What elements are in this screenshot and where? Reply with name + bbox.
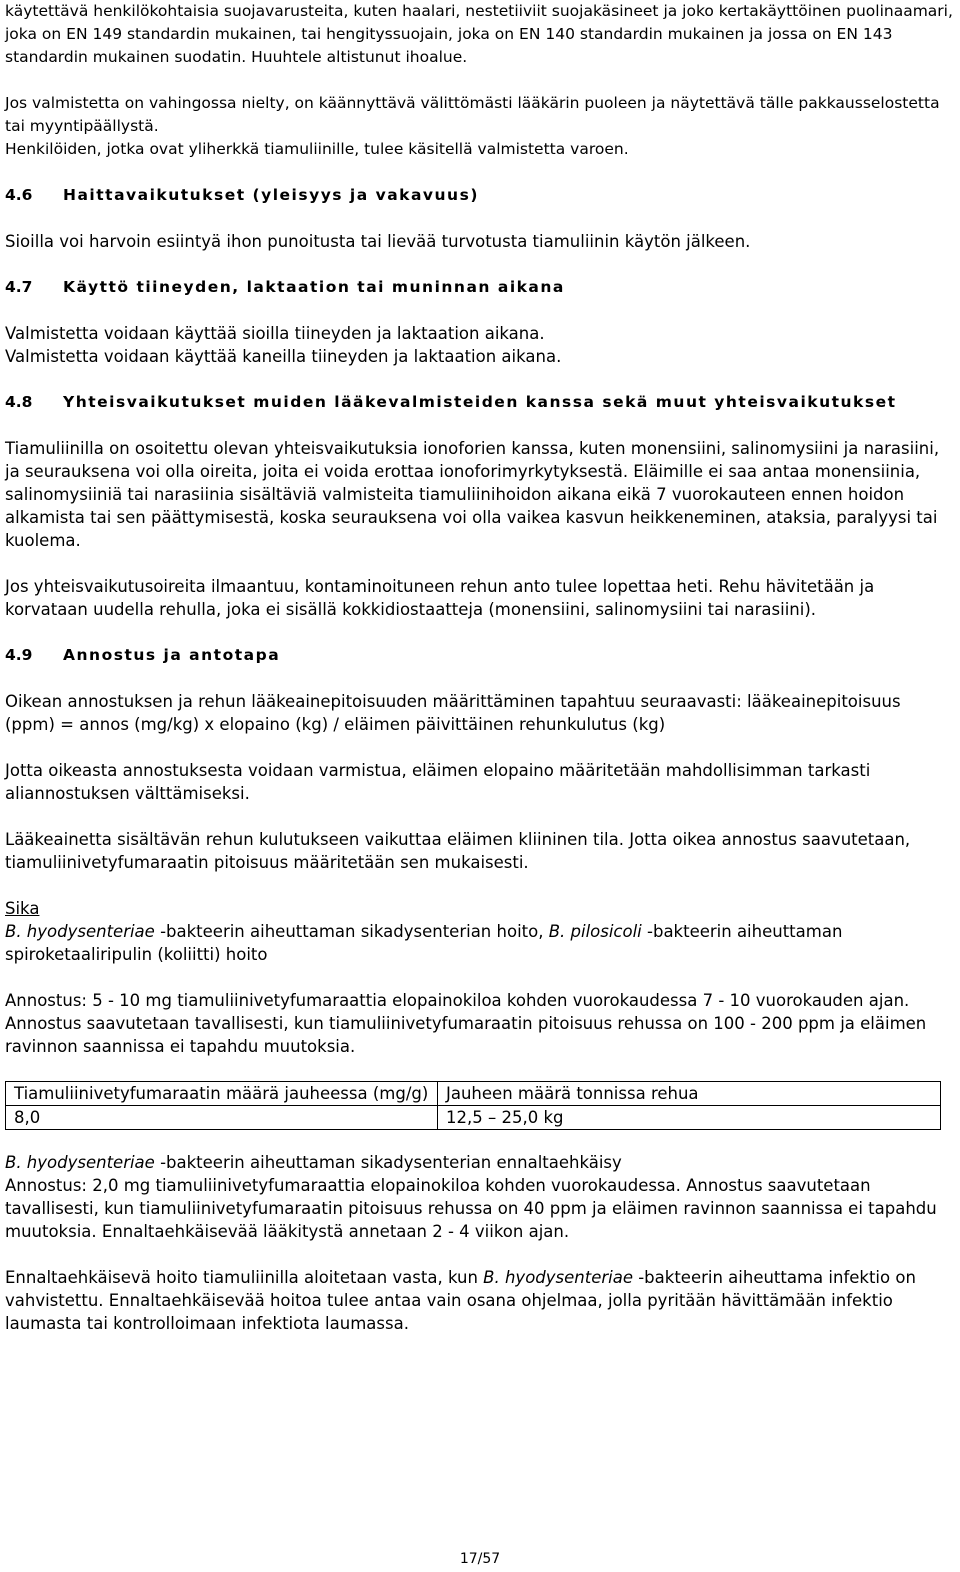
- paragraph-prevention-dosage: Annostus: 2,0 mg tiamuliinivetyfumaraattia elopainokiloa kohden vuorokaudessa. Annostus saavutetaan tavallisesti, kun tiamuliinivetyfumaraatin pitoisuus rehussa on 40 ppm ja eläimen ravinnon saannissa ei tapahdu muutoksia. Ennaltaehkäisevää lääkitystä annetaan 2 - 4 viikon ajan.: [5, 1176, 937, 1241]
- section-heading-4-9: [5, 644, 955, 667]
- section-title: Haittavaikutukset (yleisyys ja vakavuus): [63, 186, 479, 204]
- table-row: [6, 1106, 941, 1130]
- paragraph-text: -bakteerin aiheuttama infektio on vahvistettu. Ennaltaehkäisevää hoitoa tulee antaa vain osana ohjelmaa, jolla pyritään hävittämään infektio laumasta tai kontrolloimaan infektiota laumassa.: [5, 1268, 916, 1333]
- section-number: 4.8: [5, 393, 33, 411]
- paragraph-interactions: Tiamuliinilla on osoitettu olevan yhteisvaikutuksia ionoforien kanssa, kuten monensiini, salinomysiini ja narasiini, ja seurauksena voi olla oireita, joita ei voida erottaa ionoforimyrkytyksestä. Eläimille ei saa antaa monensiinia, salinomysiiniä tai narasiinia sisältäviä valmisteita tiamuliinihoidon aikana eikä 7 vuorokauteen ennen hoidon alkamista tai sen päättymisestä, koska seurauksena voi olla vaikea kasvun heikkeneminen, ataksia, paralyysi tai kuolema.: [5, 439, 940, 550]
- species-name: B. hyodysenteriae: [5, 1153, 155, 1172]
- indication-prevention: [5, 1151, 955, 1174]
- paragraph-pregnancy-rabbits: Valmistetta voidaan käyttää kaneilla tiineyden ja laktaation aikana.: [5, 347, 562, 366]
- indication-text: -bakteerin aiheuttaman spiroketaaliripulin (koliitti) hoito: [5, 922, 843, 964]
- paragraph-interaction-symptoms: Jos yhteisvaikutusoireita ilmaantuu, kontaminoituneen rehun anto tulee lopettaa heti. Rehu hävitetään ja korvataan uudella rehulla, joka ei sisällä kokkidiostaatteja (monensiini, salinomysiini tai narasiini).: [5, 577, 875, 619]
- paragraph-ingestion: Jos valmistetta on vahingossa nielty, on käännyttävä välittömästi lääkärin puoleen ja näytettävä tälle pakkausselostetta tai myyntipäällystä.: [5, 94, 940, 135]
- table-cell: 12,5 – 25,0 kg: [438, 1106, 941, 1130]
- species-name: B. hyodysenteriae: [483, 1268, 633, 1287]
- paragraph-prevention-start: [5, 1266, 955, 1335]
- species-name: B. hyodysenteriae: [5, 922, 155, 941]
- paragraph-pregnancy-pigs: Valmistetta voidaan käyttää sioilla tiineyden ja laktaation aikana.: [5, 324, 545, 343]
- section-title: Yhteisvaikutukset muiden lääkevalmisteiden kanssa sekä muut yhteisvaikutukset: [63, 393, 897, 411]
- section-heading-4-7: [5, 276, 955, 299]
- species-name: B. pilosicoli: [548, 922, 642, 941]
- page-number: 17/57: [459, 1551, 501, 1567]
- paragraph-text: Ennaltaehkäisevä hoito tiamuliinilla aloitetaan vasta, kun: [5, 1268, 484, 1287]
- section-number: 4.6: [5, 186, 33, 204]
- section-heading-4-6: [5, 184, 955, 207]
- paragraph-treatment-dosage: Annostus: 5 - 10 mg tiamuliinivetyfumaraattia elopainokiloa kohden vuorokaudessa 7 - 10 vuorokauden ajan. Annostus saavutetaan tavallisesti, kun tiamuliinivetyfumaraatin pitoisuus rehussa on 100 - 200 ppm ja eläimen ravinnon saannissa ei tapahdu muutoksia.: [5, 991, 927, 1056]
- paragraph-protective-equipment: käytettävä henkilökohtaisia suojavarusteita, kuten haalari, nestetiiviit suojakäsineet ja joko kertakäyttöinen puolinaamari, joka on EN 149 standardin mukainen, tai hengityssuojain, joka on EN 140 standardin mukainen ja jossa on EN 143 standardin mukainen suodatin. Huuhtele altistunut ihoalue.: [5, 2, 953, 66]
- indication-text: -bakteerin aiheuttaman sikadysenterian ennaltaehkäisy: [154, 1153, 622, 1172]
- paragraph-feed-consumption: Lääkeainetta sisältävän rehun kulutukseen vaikuttaa eläimen kliininen tila. Jotta oikea annostus saavutetaan, tiamuliinivetyfumaraatin pitoisuus määritetään sen mukaisesti.: [5, 830, 911, 872]
- paragraph-body-weight: Jotta oikeasta annostuksesta voidaan varmistua, eläimen elopaino määritetään mahdollisimman tarkasti aliannostuksen välttämiseksi.: [5, 761, 871, 803]
- table-header-cell: Tiamuliinivetyfumaraatin määrä jauheessa (mg/g): [6, 1082, 438, 1106]
- section-title: Käyttö tiineyden, laktaation tai muninnan aikana: [63, 278, 565, 296]
- paragraph-hypersensitivity: Henkilöiden, jotka ovat yliherkkä tiamuliinille, tulee käsitellä valmistetta varoen.: [5, 140, 629, 158]
- section-title: Annostus ja antotapa: [63, 646, 281, 664]
- dosage-table: [5, 1081, 941, 1130]
- species-heading-pig: [5, 897, 955, 920]
- section-number: 4.7: [5, 278, 33, 296]
- document-page: [5, 0, 955, 1335]
- paragraph-dosage-formula: Oikean annostuksen ja rehun lääkeainepitoisuuden määrittäminen tapahtuu seuraavasti: lääkeainepitoisuus (ppm) = annos (mg/kg) x elopaino (kg) / eläimen päivittäinen rehunkulutus (kg): [5, 692, 901, 734]
- table-cell: 8,0: [6, 1106, 438, 1130]
- indication-text: -bakteerin aiheuttaman sikadysenterian hoito,: [154, 922, 549, 941]
- paragraph-adverse-reactions: Sioilla voi harvoin esiintyä ihon punoitusta tai lievää turvotusta tiamuliinin käytön jälkeen.: [5, 232, 751, 251]
- section-heading-4-8: [5, 391, 955, 414]
- table-header-row: [6, 1082, 941, 1106]
- table-header-cell: Jauheen määrä tonnissa rehua: [438, 1082, 941, 1106]
- species-label: Sika: [5, 899, 40, 918]
- indication-treatment: [5, 920, 955, 966]
- section-number: 4.9: [5, 646, 33, 664]
